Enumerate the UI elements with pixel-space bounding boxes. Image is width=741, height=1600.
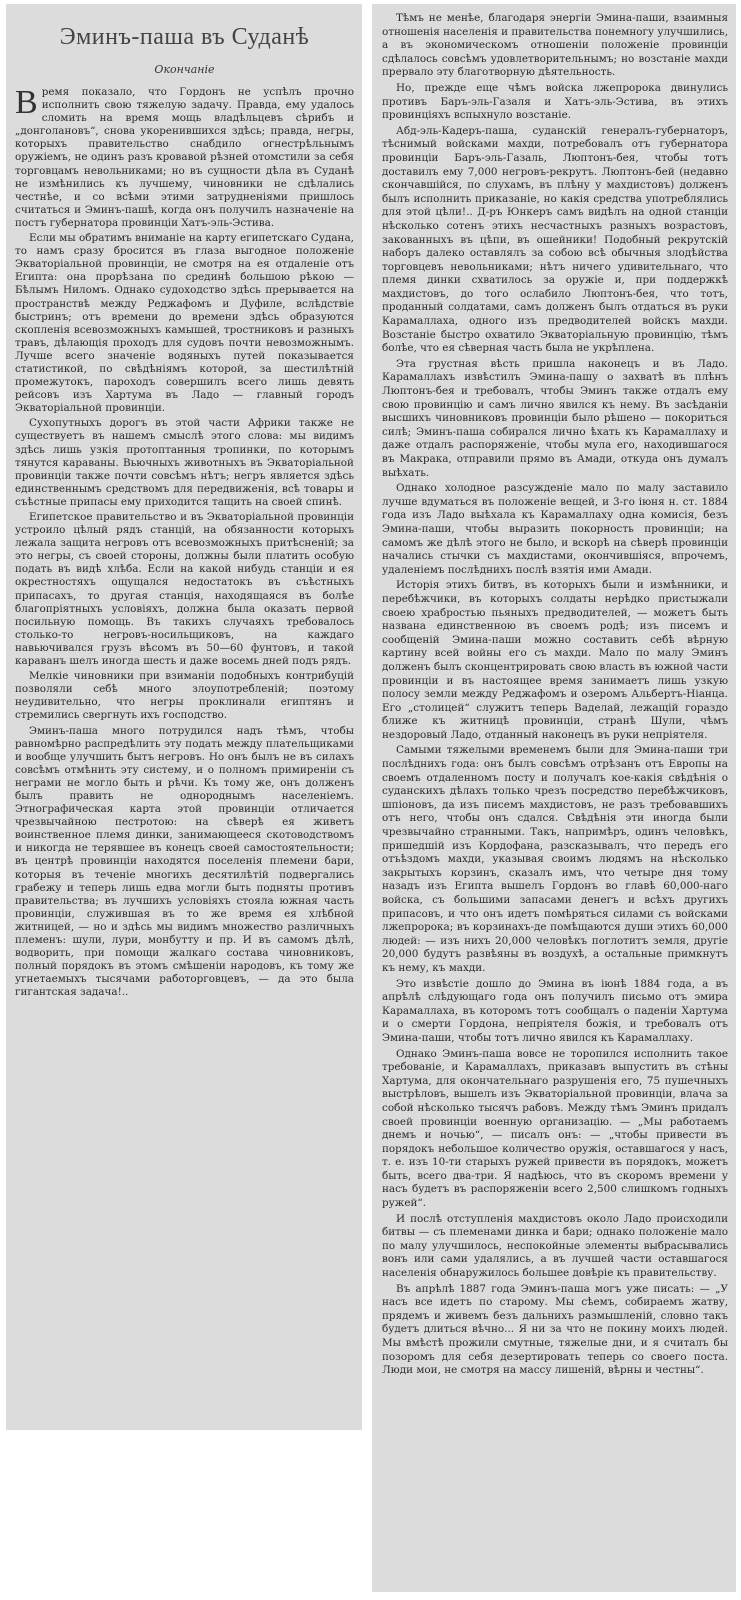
paragraph: Эта грустная вѣсть пришла наконецъ и въ Ладо. Карамаллахъ извѣстилъ Эмина-пашу о захватѣ въ плѣнъ Люптонъ-бея и требовалъ, чтобы Эминъ также отдалъ ему свою провинцію и самъ лично явился къ нему. Въ засѣданіи высшихъ чиновниковъ провинціи было рѣшено — покориться силѣ; Эминъ-паша собирался лично ѣхать къ Карамаллаху и даже отдалъ распоряженіе, чтобы мула его, находившагося въ Макрака, отправили прямо въ Амади, откуда онъ думалъ выѣхать.	[382, 357, 728, 479]
paragraph: Мелкіе чиновники при взиманіи подобныхъ контрибуцій позволяли себѣ много злоупотребленій; поэтому неудивительно, что негры проклинали египтянъ и стремились свергнуть ихъ господство.	[15, 670, 354, 722]
paragraph: Это извѣстіе дошло до Эмина въ іюнѣ 1884 года, а въ апрѣлѣ слѣдующаго года онъ получилъ письмо отъ эмира Карамаллаха, въ которомъ тотъ сообщалъ о паденіи Хартума и о смерти Гордона, непріятеля божія, и требовалъ отъ Эмина-паши, чтобы тотъ лично явился къ Карамаллаху.	[382, 977, 728, 1044]
paragraph: Но, прежде еще чѣмъ войска лжепророка двинулись противъ Баръ-эль-Газаля и Хатъ-эль-Эстива, въ этихъ провинціяхъ вспыхнуло возстаніе.	[382, 81, 728, 122]
article-title: Эминъ-паша въ Суданѣ	[59, 24, 310, 50]
paragraph: Сухопутныхъ дорогъ въ этой части Африки также не существуетъ въ нашемъ смыслѣ этого слова: мы видимъ здѣсь лишь узкія протоптанныя тропинки, по которымъ тянутся караваны. Вьючныхъ животныхъ въ Экваторіальной провинціи также почти совсѣмъ нѣтъ; негръ является здѣсь единственнымъ средствомъ для передвиженія, всѣ товары и съѣстные припасы ему приходится тащить на своей спинѣ.	[15, 417, 354, 508]
paragraph: Однако холодное разсужденіе мало по малу заставило лучше вдуматься въ положеніе вещей, и 3-го іюня н. ст. 1884 года изъ Ладо выѣхала къ Карамаллаху одна комисія, безъ Эмина-паши, чтобы выразить покорность провинціи; на самомъ же дѣлѣ этого не было, и вскорѣ на сѣверѣ провинціи начались стычки съ махдистами, окончившіяся, впрочемъ, удаленіемъ послѣднихъ послѣ взятія ими Амади.	[382, 482, 728, 576]
paragraph: Если мы обратимъ вниманіе на карту египетскаго Судана, то намъ сразу бросится въ глаза выгодное положеніе Экваторіальной провинціи, не смотря на ея отдаленіе отъ Египта: она прорѣзана по срединѣ большою рѣкою — Бѣлымъ Ниломъ. Однако судоходство здѣсь прерывается на пространствѣ между Реджафомъ и Дуфиле, вслѣдствіе быстринъ; отъ времени до времени здѣсь образуются скопленія всевозможныхъ камышей, тростниковъ и разныхъ травъ, дѣлающія проходъ для судовъ почти невозможнымъ. Лучше всего значеніе водяныхъ путей показывается статистикой, по свѣдѣніямъ которой, за шестилѣтній промежутокъ, пароходъ совершилъ всего лишь девять рейсовъ изъ Хартума въ Ладо — главный городъ Экваторіальной провинціи.	[15, 232, 354, 415]
paragraph: Въ апрѣлѣ 1887 года Эминъ-паша могъ уже писать: — „У насъ все идетъ по старому. Мы сѣемъ, собираемъ жатву, прядемъ и живемъ безъ дальнихъ размышленій, словно такъ будетъ длиться вѣчно... Я ни за что не покину моихъ людей. Мы вмѣстѣ прожили смутные, тяжелые дни, и я считалъ бы позоромъ для себя дезертировать теперь со своего поста. Люди мои, не смотря на массу лишеній, вѣрны и честны“.	[382, 1282, 728, 1377]
paragraph	[15, 86, 354, 230]
article-subtitle: Окончаніе	[154, 63, 215, 76]
paragraph: Самыми тяжелыми временемъ были для Эмина-паши три послѣднихъ года: онъ былъ совсѣмъ отрѣзанъ отъ Европы на своемъ отдаленномъ посту и получалъ кое-какія свѣдѣнія о суданскихъ дѣлахъ только чрезъ посредство перебѣжчиковъ, шпіоновъ, да изъ писемъ махдистовъ, не разъ требовавшихъ отъ него, чтобы онъ сдался. Свѣдѣнія эти иногда были чрезвычайно странными. Такъ, напримѣръ, одинъ человѣкъ, пришедшій изъ Кордофана, разсказывалъ, что передъ его отъѣздомъ махди, указывая своимъ людямъ на нѣсколько закрытыхъ корзинъ, сказалъ имъ, что четыре дня тому назадъ изъ Египта вышелъ Гордонъ во главѣ 60,000-наго войска, съ большими запасами денегъ и всѣхъ другихъ припасовъ, и что онъ идетъ помѣряться силами съ войсками лжепророка; въ корзинахъ-де помѣщаются души этихъ 60,000 людей: — изъ нихъ 20,000 человѣкъ поглотитъ земля, другіе 20,000 будутъ развѣяны въ воздухѣ, а остальные примкнутъ къ нему, къ махди.	[382, 744, 728, 974]
paragraph: Тѣмъ не менѣе, благодаря энергіи Эмина-паши, взаимныя отношенія населенія и правительства понемногу улучшились, а въ экономическомъ отношеніи положеніе провинціи сдѣлалось совсѣмъ удовлетворительнымъ; но возстаніе махди прервало эту благотворную дѣятельность.	[382, 12, 728, 79]
paragraph: Исторія этихъ битвъ, въ которыхъ были и измѣнники, и перебѣжчики, въ которыхъ солдаты нерѣдко пристыжали своею храбростью пьяныхъ предводителей, — можетъ быть названа единственною въ своемъ родѣ; изъ писемъ и сообщеній Эмина-паши можно составить себѣ вѣрную картину всей войны его съ махди. Мало по малу Эминъ долженъ былъ сконцентрировать свою власть въ южной части провинціи и въ настоящее время занимаетъ лишь узкую полосу земли между Реджафомъ и озеромъ Альбертъ-Ніанца. Его „столицей“ служитъ теперь Ваделай, лежащій гораздо ближе къ житницѣ провинціи, странѣ Шули, чѣмъ нездоровый Ладо, отданный наконецъ въ руки непріятеля.	[382, 579, 728, 741]
drop-cap: В	[15, 84, 38, 121]
paragraph: Абд-эль-Кадеръ-паша, суданскій генералъ-губернаторъ, тѣснимый войсками махди, потребовалъ отъ губернатора провинціи Баръ-эль-Газаль, Люптонъ-бея, чтобы тотъ доставилъ ему 7,000 негровъ-рекрутъ. Люптонъ-бей (недавно скончавшійся, по слухамъ, въ плѣну у махдистовъ) долженъ былъ исполнить приказаніе, но какія средства употреблялись для этой цѣли!.. Д-ръ Юнкеръ самъ видѣлъ на одной станціи нѣсколько сотенъ этихъ несчастныхъ разныхъ возрастовъ, закованныхъ въ цѣпи, въ ошейники! Подобный рекрутскій наборъ далеко оставлялъ за собою всѣ обычныя злодѣйства торговцевъ невольниками; нѣтъ ничего удивительнаго, что племя динки схватилось за оружіе и, при поддержкѣ махдистовъ, до того ослабило Люптонъ-бея, что тотъ, проданный солдатами, самъ долженъ былъ отдаться въ руки Карамаллаха, одного изъ предводителей войскъ махди. Возстаніе быстро охватило Экваторіальную провинцію, тѣмъ болѣе, что ея сѣверная часть была не укрѣплена.	[382, 124, 728, 355]
left-column	[6, 4, 362, 1430]
paragraph-text: ремя показало, что Гордонъ не успѣлъ прочно исполнить свою тяжелую задачу. Правда, ему удалось сломить на время мощь владѣльцевъ сѣрибъ и „донголановъ“, снова укоренившихся здѣсь; правда, негры, которыхъ правительство снабдило огнестрѣльнымъ оружіемъ, не одинъ разъ кровавой рѣзней отомстили за себя торговцамъ невольниками; но въ сущности дѣла въ Суданѣ не измѣнились къ лучшему, чиновники не сдѣлались честнѣе, и со всѣми этими затрудненіями пришлось считаться и Эминъ-пашѣ, когда онъ получилъ назначеніе на постъ губернатора провинціи Хатъ-эль-Эстива.	[15, 86, 354, 229]
paragraph: Однако Эминъ-паша вовсе не торопился исполнить такое требованіе, и Карамаллахъ, приказавъ выпустить въ стѣны Хартума, для окончательнаго разрушенія его, 75 пушечныхъ выстрѣловъ, вышелъ изъ Экваторіальной провинціи, влача за собой нѣсколько тысячъ рабовъ. Между тѣмъ Эминъ придалъ своей провинціи военную организацію. — „Мы работаемъ днемъ и ночью“, — писалъ онъ: — „чтобы привести въ порядокъ небольшое количество оружія, оставшагося у насъ, т. е. изъ 10-ти старыхъ ружей привести въ порядокъ, можетъ быть, всего два-три. Я надѣюсь, что въ скоромъ времени у насъ будетъ въ распоряженіи всего 2,500 слишкомъ годныхъ ружей“.	[382, 1047, 728, 1210]
paragraph: И послѣ отступленія махдистовъ около Ладо происходили битвы — съ племенами динка и бари; однако положеніе мало по малу улучшилось, неспокойные элементы выбрасывались вонъ или сами удалялись, а въ лучшей части оставшагося населенія обнаружилось большее довѣріе къ правительству.	[382, 1212, 728, 1280]
right-column	[372, 4, 736, 1592]
paragraph: Эминъ-паша много потрудился надъ тѣмъ, чтобы равномѣрно распредѣлить эту подать между плательщиками и вообще улучшить бытъ негровъ. Но онъ былъ не въ силахъ совсѣмъ отмѣнить эту систему, и о полномъ примиреніи съ неграми не могло быть и рѣчи. Къ тому же, онъ долженъ былъ править не однороднымъ населеніемъ. Этнографическая карта этой провинціи отличается чрезвычайною пестротою: на сѣверѣ ея живетъ воинственное племя динки, занимающееся скотоводствомъ и никогда не терявшее въ конецъ своей самостоятельности; въ центрѣ провинціи находятся поселенія племени бари, которыя въ теченіе многихъ десятилѣтій подвергались грабежу и теперь лишь едва могли быть подняты противъ правительства; въ лучшихъ условіяхъ стояла южная часть провинціи, служившая въ то же время ея хлѣбной житницей, — но и здѣсь мы видимъ множество различныхъ племенъ: шули, лури, монбутту и пр. И въ самомъ дѣлѣ, водворить, при помощи жалкаго состава чиновниковъ, полный порядокъ въ этомъ смѣшеніи народовъ, къ тому же угнетаемыхъ тысячами работорговцевъ, — да это была гигантская задача!..	[15, 724, 354, 999]
paragraph: Египетское правительство и въ Экваторіальной провинціи устроило цѣлый рядъ станцій, на обязанности которыхъ лежала защита негровъ отъ всевозможныхъ притѣсненій; за это негры, съ своей стороны, должны были платить особую подать въ видѣ хлѣба. Если на какой нибудь станціи и ея окрестностяхъ ощущался недостатокъ въ съѣстныхъ припасахъ, то другая станція, находящаяся въ болѣе благопріятныхъ условіяхъ, должна была оказать первой посильную помощь. Въ такихъ случаяхъ требовалось столько-то негровъ-носильщиковъ, на каждаго навьючивался грузъ вѣсомъ въ 50—60 фунтовъ, и такой караванъ шелъ иногда шесть и даже восемь дней подъ рядъ.	[15, 511, 354, 668]
